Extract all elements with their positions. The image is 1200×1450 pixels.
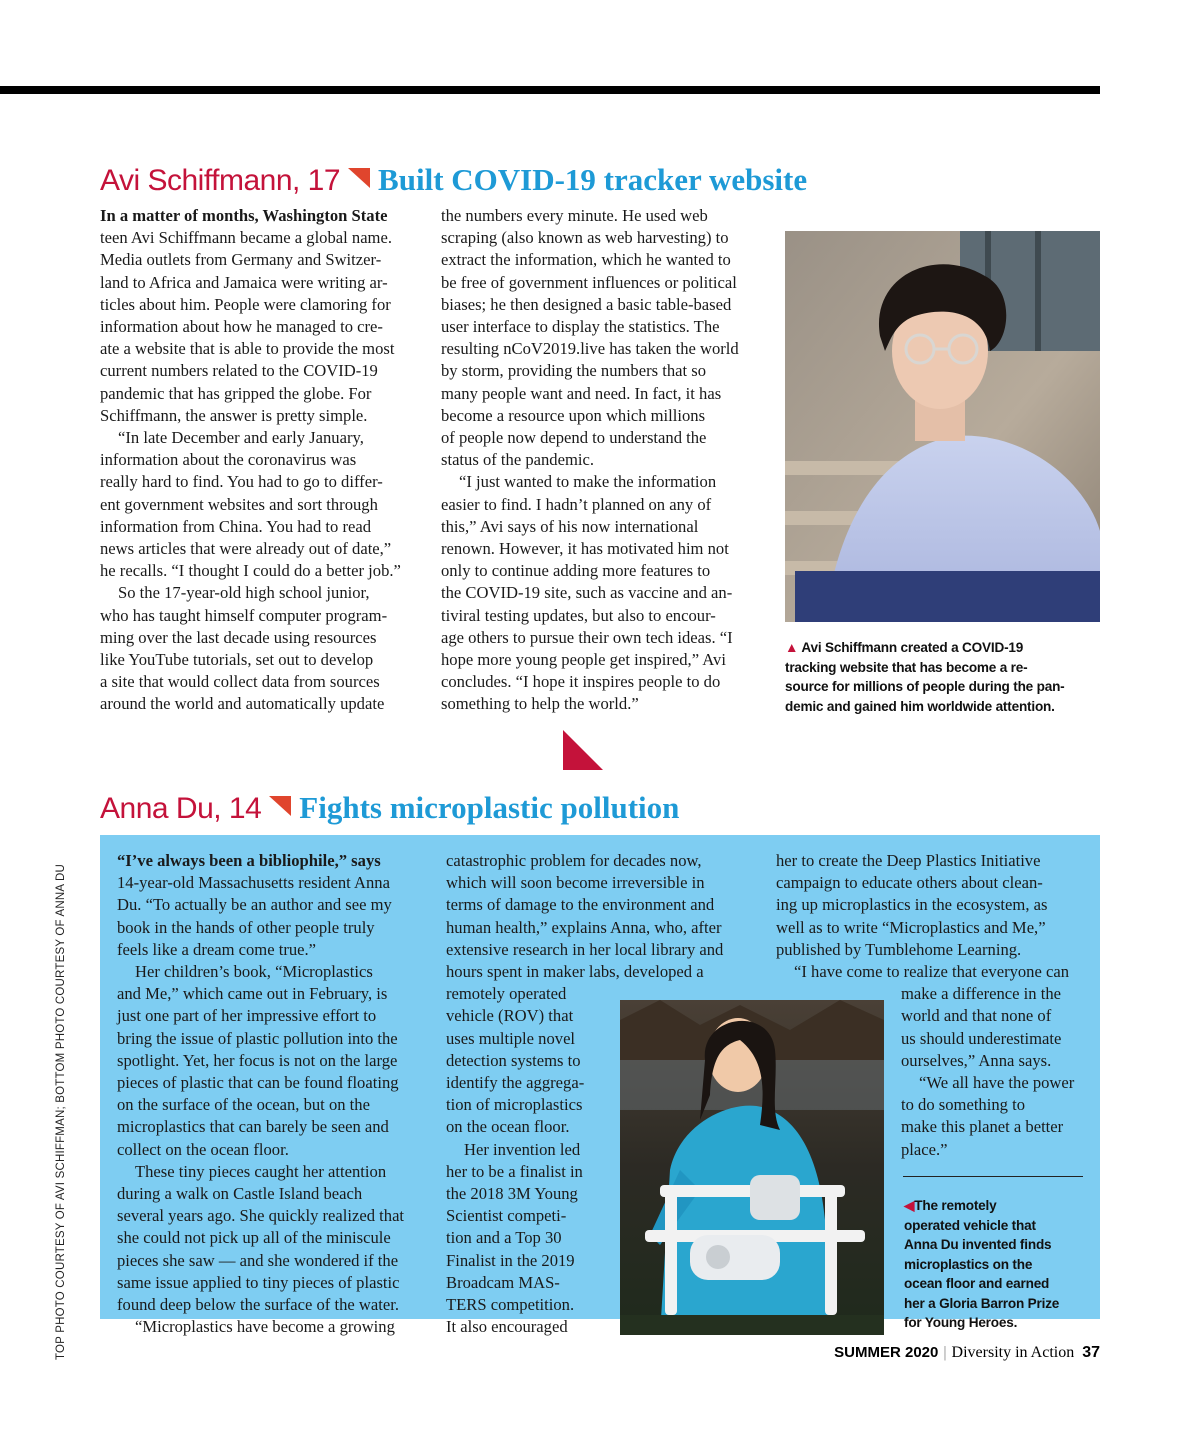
page-footer [834,1344,1100,1362]
line: pieces of plastic that can be found floating [117,1073,399,1093]
line: extensive research in her local library and [446,939,724,959]
caption-line: her a Gloria Barron Prize [904,1295,1060,1311]
line: bring the issue of plastic pollution into the [117,1028,398,1048]
line: around the world and automatically update [100,694,385,714]
caption-line: ocean floor and earned [904,1276,1050,1291]
line: “I just wanted to make the information [459,472,717,492]
line: It also encouraged [446,1317,568,1337]
line: status of the pandemic. [441,450,594,470]
line: resulting nCoV2019.live has taken the world [441,339,739,359]
caption-line: for Young Heroes. [904,1315,1018,1330]
caption-line: tracking website that has become a re- [785,659,1028,675]
line: Du. “To actually be an author and see my [117,895,392,915]
line: easier to find. I hadn’t planned on any of [441,494,712,514]
line: scraping (also known as web harvesting) to [441,228,729,248]
section2-tagline: Fights microplastic pollution [299,790,680,825]
line: to do something to [901,1095,1025,1115]
section2-caption [904,1196,1094,1333]
line: information from China. You had to read [100,516,371,536]
footer-issue: SUMMER 2020 [834,1344,939,1361]
paragraph [441,471,771,715]
line: by storm, providing the numbers that so [441,361,707,381]
line: uses multiple novel [446,1028,576,1048]
headline-triangle-icon [269,796,291,816]
line: world and that none of [901,1006,1052,1026]
line: information about how he managed to cre- [100,317,383,337]
section2-name: Anna Du, 14 [100,792,262,825]
caption-line: microplastics on the [904,1256,1033,1272]
line: Scientist competi- [446,1206,567,1226]
line: ming over the last decade using resources [100,627,377,647]
line: on the surface of the ocean, but on the [117,1095,370,1115]
lead-in: “I’ve always been a bibliophile,” says [117,851,381,870]
footer-magazine: Diversity in Action [951,1344,1075,1361]
line: age others to pursue their own tech ideas. “I [441,627,733,647]
line: teen Avi Schiffmann became a global name. [100,228,392,248]
line: published by Tumblehome Learning. [776,939,1022,959]
line: her to create the Deep Plastics Initiative [776,851,1041,870]
line: campaign to educate others about clean- [776,873,1043,893]
line: “Microplastics have become a growing [135,1317,395,1337]
line: remotely operated [446,984,567,1004]
line: just one part of her impressive effort to [117,1006,377,1026]
line: a site that would collect data from sources [100,672,380,692]
section1-column-1 [100,205,430,716]
line: of people now depend to understand the [441,428,707,448]
photo-credit: TOP PHOTO COURTESY OF AVI SCHIFFMAN; BOTTOM PHOTO COURTESY OF ANNA DU [55,863,67,1360]
headline-triangle-icon [348,168,370,188]
line: be free of government influences or political [441,272,737,292]
paragraph [100,205,430,427]
caption-line: demic and gained him worldwide attention. [785,698,1055,714]
caption-line: operated vehicle that [904,1217,1036,1233]
line: “We all have the power [919,1073,1075,1093]
footer-separator: | [943,1344,947,1361]
line: So the 17-year-old high school junior, [118,583,370,603]
line: pandemic that has gripped the globe. For [100,383,372,403]
line: and Me,” which came out in February, is [117,984,388,1004]
caption-line: The remotely [914,1198,997,1213]
line: pieces she saw — and she wondered if the [117,1250,399,1270]
line: hours spent in maker labs, developed a [446,962,704,982]
section1-name: Avi Schiffmann, 17 [100,164,341,197]
line: something to help the world.” [441,694,639,714]
line: concludes. “I hope it inspires people to do [441,672,721,692]
line: the COVID-19 site, such as vaccine and an- [441,583,733,603]
line: Schiffmann, the answer is pretty simple. [100,405,368,425]
line: only to continue adding more features to [441,561,711,581]
line: tion and a Top 30 [446,1228,562,1248]
section1-caption [785,638,1100,716]
line: biases; he then designed a basic table-based [441,294,732,314]
line: terms of damage to the environment and [446,895,715,915]
line: who has taught himself computer program- [100,605,388,625]
line: she could not pick up all of the miniscule [117,1228,391,1248]
line: well as to write “Microplastics and Me,” [776,917,1046,937]
line: make this planet a better [901,1117,1064,1137]
section2-column-1 [117,850,437,1338]
line: spotlight. Yet, her focus is not on the large [117,1050,398,1070]
line: Her children’s book, “Microplastics [135,962,373,982]
caption-arrow-up-icon: ▲ [785,640,799,655]
line: identify the aggrega- [446,1073,585,1093]
line: ticles about him. People were clamoring for [100,294,391,314]
line: ourselves,” Anna says. [901,1050,1052,1070]
section2-headline [100,790,679,826]
line: “In late December and early January, [118,428,364,448]
line: hope more young people get inspired,” Avi [441,650,726,670]
line: the 2018 3M Young [446,1184,578,1204]
line: 14-year-old Massachusetts resident Anna [117,873,390,893]
line: TERS competition. [446,1295,575,1315]
caption-divider [903,1176,1083,1177]
line: renown. However, it has motivated him not [441,539,729,559]
lead-in: In a matter of months, Washington State [100,206,388,225]
line: tiviral testing updates, but also to encour- [441,605,716,625]
line: same issue applied to tiny pieces of plastic [117,1272,400,1292]
caption-line: Anna Du invented finds [904,1237,1052,1252]
line: which will soon become irreversible in [446,873,705,893]
line: book in the hands of other people truly [117,917,375,937]
paragraph [117,1161,437,1316]
line: extract the information, which he wanted to [441,250,731,270]
line: news articles that were already out of date,” [100,539,392,559]
caption-arrow-left-icon: ◀ [904,1198,915,1213]
paragraph [117,961,437,1161]
line: catastrophic problem for decades now, [446,851,702,870]
line: Finalist in the 2019 [446,1250,575,1270]
line: information about the coronavirus was [100,450,357,470]
line: ent government websites and sort through [100,494,378,514]
line: collect on the ocean floor. [117,1139,289,1159]
section1-column-2 [441,205,771,716]
line: this,” Avi says of his now international [441,516,699,536]
line: human health,” explains Anna, who, after [446,917,722,937]
line: vehicle (ROV) that [446,1006,574,1026]
line: Broadcam MAS- [446,1272,560,1292]
line: detection systems to [446,1050,581,1070]
line: Media outlets from Germany and Switzer- [100,250,382,270]
line: ate a website that is able to provide the most [100,339,395,359]
line: like YouTube tutorials, set out to develop [100,650,374,670]
caption-line: Avi Schiffmann created a COVID-19 [801,640,1024,655]
line: land to Africa and Jamaica were writing ar- [100,272,388,292]
paragraph [117,850,437,961]
line: us should underestimate [901,1028,1062,1048]
line: current numbers related to the COVID-19 [100,361,378,381]
page-number: 37 [1082,1344,1100,1361]
line: “I have come to realize that everyone can [794,962,1070,982]
line: the numbers every minute. He used web [441,206,708,225]
anna-rov-photo [620,1000,884,1335]
line: he recalls. “I thought I could do a better job.” [100,561,401,581]
avi-portrait-photo [785,231,1100,622]
paragraph [117,1316,437,1338]
line: microplastics that can barely be seen and [117,1117,389,1137]
line: ing up microplastics in the ecosystem, as [776,895,1048,915]
line: place.” [901,1139,948,1159]
paragraph [776,850,1096,983]
section1-tagline: Built COVID-19 tracker website [378,162,808,197]
line: These tiny pieces caught her attention [135,1161,387,1181]
paragraph [100,582,430,715]
section-divider-triangle-icon [563,730,603,770]
line: become a resource upon which millions [441,405,706,425]
line: really hard to find. You had to go to differ- [100,472,383,492]
line: user interface to display the statistics. The [441,317,720,337]
line: on the ocean floor. [446,1117,570,1137]
paragraph [441,205,771,471]
line: feels like a dream come true.” [117,939,317,959]
line: make a difference in the [901,984,1062,1004]
line: during a walk on Castle Island beach [117,1184,363,1204]
line: several years ago. She quickly realized that [117,1206,405,1226]
paragraph [100,427,430,582]
line: Her invention led [464,1139,581,1159]
top-rule [0,86,1100,94]
line: many people want and need. In fact, it has [441,383,722,403]
section1-headline [100,162,807,198]
line: her to be a finalist in [446,1161,583,1181]
line: found deep below the surface of the water. [117,1295,399,1315]
caption-line: source for millions of people during the pan- [785,679,1065,694]
line: tion of microplastics [446,1095,583,1115]
